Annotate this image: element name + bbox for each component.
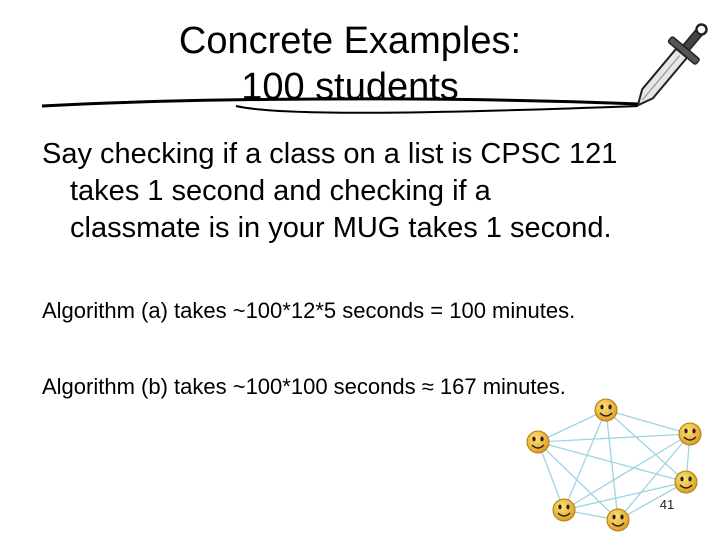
title-line-1: Concrete Examples: bbox=[178, 20, 522, 62]
algorithm-a-text: Algorithm (a) takes ~100*12*5 seconds = 100 minutes. bbox=[42, 298, 576, 323]
title-line-2: 100 students bbox=[241, 66, 459, 108]
algorithm-b-text: Algorithm (b) takes ~100*100 seconds ≈ 167 minutes. bbox=[42, 374, 566, 399]
sword-icon bbox=[625, 12, 715, 122]
para-line-3: classmate is in your MUG takes 1 second. bbox=[70, 212, 612, 244]
smiley-face-icon bbox=[675, 471, 697, 493]
page-number: 41 bbox=[659, 497, 675, 512]
para-line-2: takes 1 second and checking if a bbox=[70, 175, 491, 207]
smiley-face-icon bbox=[679, 423, 701, 445]
classmate-graph bbox=[520, 392, 720, 540]
smiley-face-icon bbox=[595, 399, 617, 421]
title-underline bbox=[40, 92, 640, 122]
body-paragraph bbox=[42, 136, 692, 247]
smiley-face-icon bbox=[553, 499, 575, 521]
smiley-face-icon bbox=[607, 509, 629, 531]
smiley-face-icon bbox=[527, 431, 549, 453]
para-line-1: Say checking if a class on a list is CPSC 121 bbox=[42, 138, 618, 170]
